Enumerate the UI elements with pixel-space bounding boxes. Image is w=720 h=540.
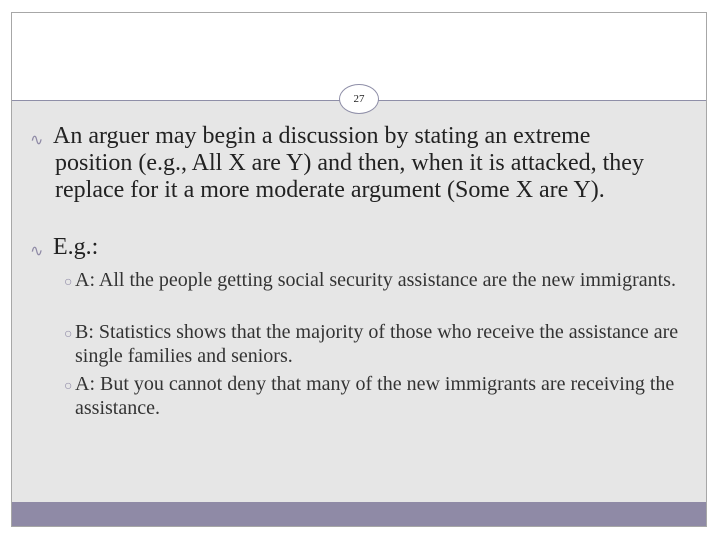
- sub-bullet-text: B: Statistics shows that the majority of those who receive the assistance are single families and seniors.: [75, 321, 679, 367]
- bullet-text: An arguer may begin a discussion by stating an extreme position (e.g., All X are Y) and then, when it is attacked, they replace for it a more moderate argument (Some X are Y).: [53, 123, 644, 203]
- sub-bullet-item: [64, 268, 684, 292]
- page-number: 27: [353, 93, 365, 105]
- bullet-item: [30, 234, 670, 261]
- circle-bullet-icon: ○: [64, 379, 73, 394]
- footer-bar: [12, 502, 706, 526]
- bullet-item: [30, 123, 670, 204]
- wave-bullet-icon: ∿: [30, 132, 44, 149]
- page-number-badge: [339, 84, 379, 114]
- bullet-text: E.g.:: [53, 234, 99, 260]
- wave-bullet-icon: ∿: [30, 243, 44, 260]
- sub-bullet-item: [64, 372, 684, 420]
- sub-bullet-text: A: But you cannot deny that many of the new immigrants are receiving the assistance.: [75, 373, 675, 419]
- circle-bullet-icon: ○: [64, 327, 73, 342]
- sub-bullet-item: [64, 320, 684, 368]
- circle-bullet-icon: ○: [64, 275, 73, 290]
- sub-bullet-text: A: All the people getting social security assistance are the new immigrants.: [75, 269, 676, 291]
